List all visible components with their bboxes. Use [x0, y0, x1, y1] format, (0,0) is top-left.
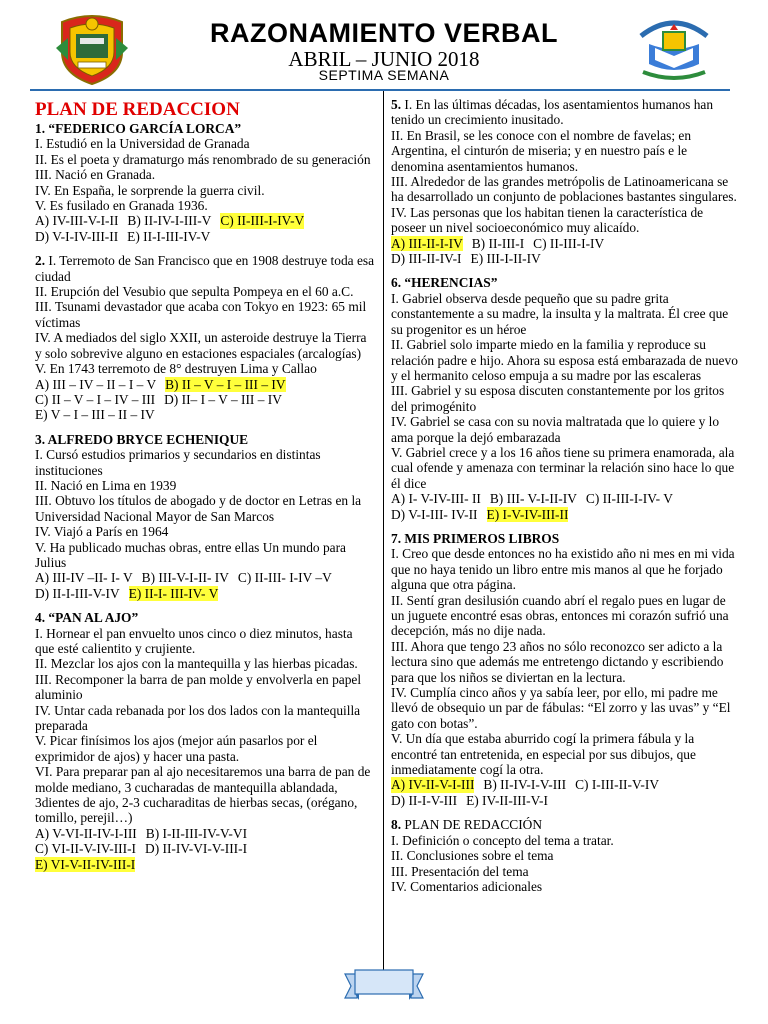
statement-line: V. Picar finísimos los ajos (mejor aún pasarlos por el exprimidor de ajos) y hacer una pasta.: [35, 733, 318, 764]
right-column: [391, 97, 741, 903]
statement-line: I. Estudió en la Universidad de Granada: [35, 136, 250, 152]
options-row: [391, 507, 741, 522]
week-label: SEPTIMA SEMANA: [318, 67, 450, 83]
statement-line: I. Cursó estudios primarios y secundarios en distintas instituciones: [35, 447, 321, 478]
options-row: [35, 377, 375, 392]
statement-line: V. Un día que estaba aburrido cogí la primera fábula y la encontré tan entretenida, en especial por sus dibujos, que inmediatamente cogí la otra.: [391, 731, 696, 778]
answer-option: C) I-III-II-V-IV: [575, 777, 659, 793]
answer-option: D) II-I-III-V-IV: [35, 585, 120, 601]
answer-option: D) V-I-IV-III-II: [35, 228, 119, 244]
answer-option: E) II-I-III-IV-V: [127, 228, 211, 244]
options-row: [391, 777, 741, 792]
answer-option: C) II – V – I – IV – III: [35, 391, 156, 407]
statement-line: IV. Viajó a París en 1964: [35, 524, 169, 540]
statement-line: III. Recomponer la barra de pan molde y envolverla en papel aluminio: [35, 671, 362, 703]
statement-line: III. Nació en Granada.: [35, 167, 156, 183]
answer-option: E) III-I-II-IV: [470, 251, 541, 267]
options-row: [35, 826, 375, 841]
answer-option-highlighted: E) VI-V-II-IV-III-I: [35, 856, 136, 872]
statement-line: II. Gabriel solo imparte miedo en la familia y reproduce su relación padre e hijo. Ahora su esposa está embarazada de nuevo y el hermanito celoso empuja a su madre por las escaleras: [391, 337, 738, 383]
statement-line: V. En 1743 terremoto de 8° destruyen Lima y Callao: [35, 361, 317, 377]
statement-line: III. Alrededor de las grandes metrópolis de Latinoamericana se ha desarrollado un conjunto de poblaciones bastantes singulares.: [391, 174, 737, 205]
answer-option: B) I-II-III-IV-V-VI: [145, 825, 248, 841]
left-column: [35, 100, 375, 881]
page-title: RAZONAMIENTO VERBAL: [209, 18, 558, 48]
answer-option-highlighted: E) II-I- III-IV- V: [128, 585, 219, 601]
options-row: [35, 857, 375, 872]
question-title: 7. MIS PRIMEROS LIBROS: [391, 530, 560, 546]
answer-option: D) II-IV-VI-V-III-I: [145, 841, 248, 857]
answer-option: D) III-II-IV-I: [391, 251, 462, 267]
options-row: [35, 392, 375, 407]
statement-line: IV. Comentarios adicionales: [391, 878, 543, 894]
answer-option: C) VI-II-V-IV-III-I: [35, 841, 137, 857]
answer-option: C) II-III-I-IV: [533, 235, 605, 251]
options-row: [391, 491, 741, 506]
statement-line: V. Es fusilado en Granada 1936.: [35, 198, 208, 214]
statement-line: I. Definición o concepto del tema a tratar.: [391, 832, 614, 848]
answer-option: C) II-III-I-IV- V: [585, 491, 673, 507]
answer-option-highlighted: C) II-III-I-IV-V: [220, 213, 305, 229]
statement-line: IV. Gabriel se casa con su novia maltratada que lo quiere y lo ama porque la dejó embarazada: [391, 414, 720, 445]
options-row: [391, 793, 741, 808]
answer-option: B) III-V-I-II- IV: [141, 570, 229, 586]
statement-line: III. Presentación del tema: [391, 863, 529, 879]
question-6: [391, 275, 741, 522]
question-title: 1. “FEDERICO GARCÍA LORCA”: [35, 121, 242, 136]
school-logo: [633, 14, 715, 84]
question-7: [391, 531, 741, 808]
statement-line: II. Es el poeta y dramaturgo más renombrado de su generación: [35, 151, 371, 167]
question-title: 6. “HERENCIAS”: [391, 275, 498, 291]
statement-line: I. Creo que desde entonces no ha existido año ni mes en mi vida que no haya tenido un libro entre mis manos al que he forjado alguna que otra página.: [391, 546, 735, 593]
answer-option: A) III – IV – II – I – V: [35, 376, 157, 392]
statement-line: III. Tsunami devastador que acaba con Tokyo en 1923: 65 mil víctimas: [35, 299, 367, 330]
question-8: [391, 817, 741, 894]
column-divider: [383, 91, 384, 971]
answer-option: A) I- V-IV-III- II: [391, 491, 481, 507]
answer-option: B) III- V-I-II-IV: [489, 491, 577, 507]
statement-line: II. Conclusiones sobre el tema: [391, 848, 554, 864]
statement-line: I. Hornear el pan envuelto unos cinco o diez minutos, hasta que esté calientito y crujiente.: [35, 625, 353, 656]
options-row: [35, 407, 375, 422]
statement-line: II. En Brasil, se les conoce con el nombre de favelas; en Argentina, el cinturón de miseria; y en nuestro país e le denomina asentamientos humanos.: [391, 127, 692, 174]
answer-option-highlighted: B) II – V – I – III – IV: [165, 376, 286, 392]
options-row: [391, 251, 741, 266]
question-4: [35, 610, 375, 872]
statement-line: IV. Cumplía cinco años y ya sabía leer, por ello, mi padre me llevó de obsequio un par de fábulas: “El zorro y las uvas” y “El gato con botas”.: [391, 685, 731, 731]
answer-option: E) V – I – III – II – IV: [35, 407, 155, 423]
question-title: 3. ALFREDO BRYCE ECHENIQUE: [35, 431, 249, 447]
question-2: [35, 253, 375, 422]
statement-line: II. Erupción del Vesubio que sepulta Pompeya en el 60 a.C.: [35, 284, 354, 300]
statement-line: II. Nació en Lima en 1939: [35, 477, 177, 493]
statement-line: IV. Las personas que los habitan tienen la característica de poseer un nivel socioeconómico muy alicaído.: [391, 204, 704, 236]
answer-option: D) V-I-III- IV-II: [391, 506, 478, 522]
options-row: [35, 229, 375, 244]
answer-option: A) III-IV –II- I- V: [35, 570, 133, 586]
answer-option: B) II-III-I: [471, 235, 525, 251]
options-row: [391, 236, 741, 251]
question-title: 8. PLAN DE REDACCIÓN: [391, 817, 543, 833]
answer-option: D) II-I-V-III: [391, 792, 458, 808]
answer-option-highlighted: A) III-II-I-IV: [391, 235, 463, 251]
statement-line: V. Ha publicado muchas obras, entre ellas Un mundo para Julius: [35, 539, 346, 570]
answer-option: B) II-IV-I-III-V: [127, 213, 212, 229]
answer-option: E) IV-II-III-V-I: [466, 792, 548, 808]
answer-option: A) V-VI-II-IV-I-III: [35, 825, 137, 841]
question-title: 4. “PAN AL AJO”: [35, 610, 139, 626]
answer-option: C) II-III- I-IV –V: [237, 570, 332, 586]
question-title: 2. I. Terremoto de San Francisco que en 1908 destruye toda esa ciudad: [35, 253, 375, 284]
statement-line: VI. Para preparar pan al ajo necesitaremos una barra de pan de molde mediano, 3 cucharadas de mantequilla ablandada, 3dientes de ajo, 2-3 cucharaditas de hierbas secas, (orégano, tomillo, perejil…): [35, 764, 371, 826]
decorative-ribbon: [343, 966, 425, 1004]
section-title: PLAN DE REDACCION: [35, 99, 240, 120]
statement-line: II. Sentí gran desilusión cuando abrí el regalo pues en lugar de un juguete encontré esas obras, entonces mi corazón sufrió una decepción, más no dije nada.: [391, 592, 729, 639]
statement-line: IV. En España, le sorprende la guerra civil.: [35, 182, 265, 198]
statement-line: III. Obtuvo los títulos de abogado y de doctor en Letras en la Universidad Nacional Mayor de San Marcos: [35, 493, 362, 524]
options-row: [35, 570, 375, 585]
statement-line: V. Gabriel crece y a los 16 años tiene su primera enamorada, ala cual ofende y amenaza con terminar la relación sino hace lo que él dice: [391, 444, 735, 491]
answer-option: B) II-IV-I-V-III: [483, 777, 567, 793]
answer-option-highlighted: A) IV-II-V-I-III: [391, 777, 475, 793]
statement-line: I. Gabriel observa desde pequeño que su padre grita constantemente a su madre, la insulta y la maltrata. Él cree que su progenitor es un héroe: [391, 290, 729, 337]
options-row: [35, 213, 375, 228]
question-1: [35, 121, 375, 244]
question-5: [391, 97, 741, 266]
question-3: [35, 432, 375, 601]
page-subtitle: ABRIL – JUNIO 2018: [288, 47, 480, 71]
statement-line: IV. A mediados del siglo XXII, un asteroide destruye la Tierra y solo sobrevive alguno en estaciones espaciales (arcalogías): [35, 330, 367, 361]
answer-option-highlighted: E) I-V-IV-III-II: [486, 506, 569, 522]
answer-option: A) IV-III-V-I-II: [35, 213, 119, 229]
statement-line: IV. Untar cada rebanada por los dos lados con la mantequilla preparada: [35, 702, 361, 734]
statement-line: III. Ahora que tengo 23 años no sólo reconozco ser adicto a la lectura sino que además me entretengo dictando y escribiendo para que los niños se diviertan en la lectura.: [391, 638, 724, 685]
statement-line: III. Gabriel y su esposa discuten constantemente por los gritos del primogénito: [391, 383, 725, 414]
answer-option: D) II– I – V – III – IV: [164, 391, 282, 407]
header-rule: [30, 89, 730, 91]
options-row: [35, 586, 375, 601]
statement-line: II. Mezclar los ajos con la mantequilla y las hierbas picadas.: [35, 656, 358, 672]
options-row: [35, 841, 375, 856]
question-title: 5. I. En las últimas décadas, los asentamientos humanos han tenido un crecimiento inusitado.: [391, 97, 714, 128]
